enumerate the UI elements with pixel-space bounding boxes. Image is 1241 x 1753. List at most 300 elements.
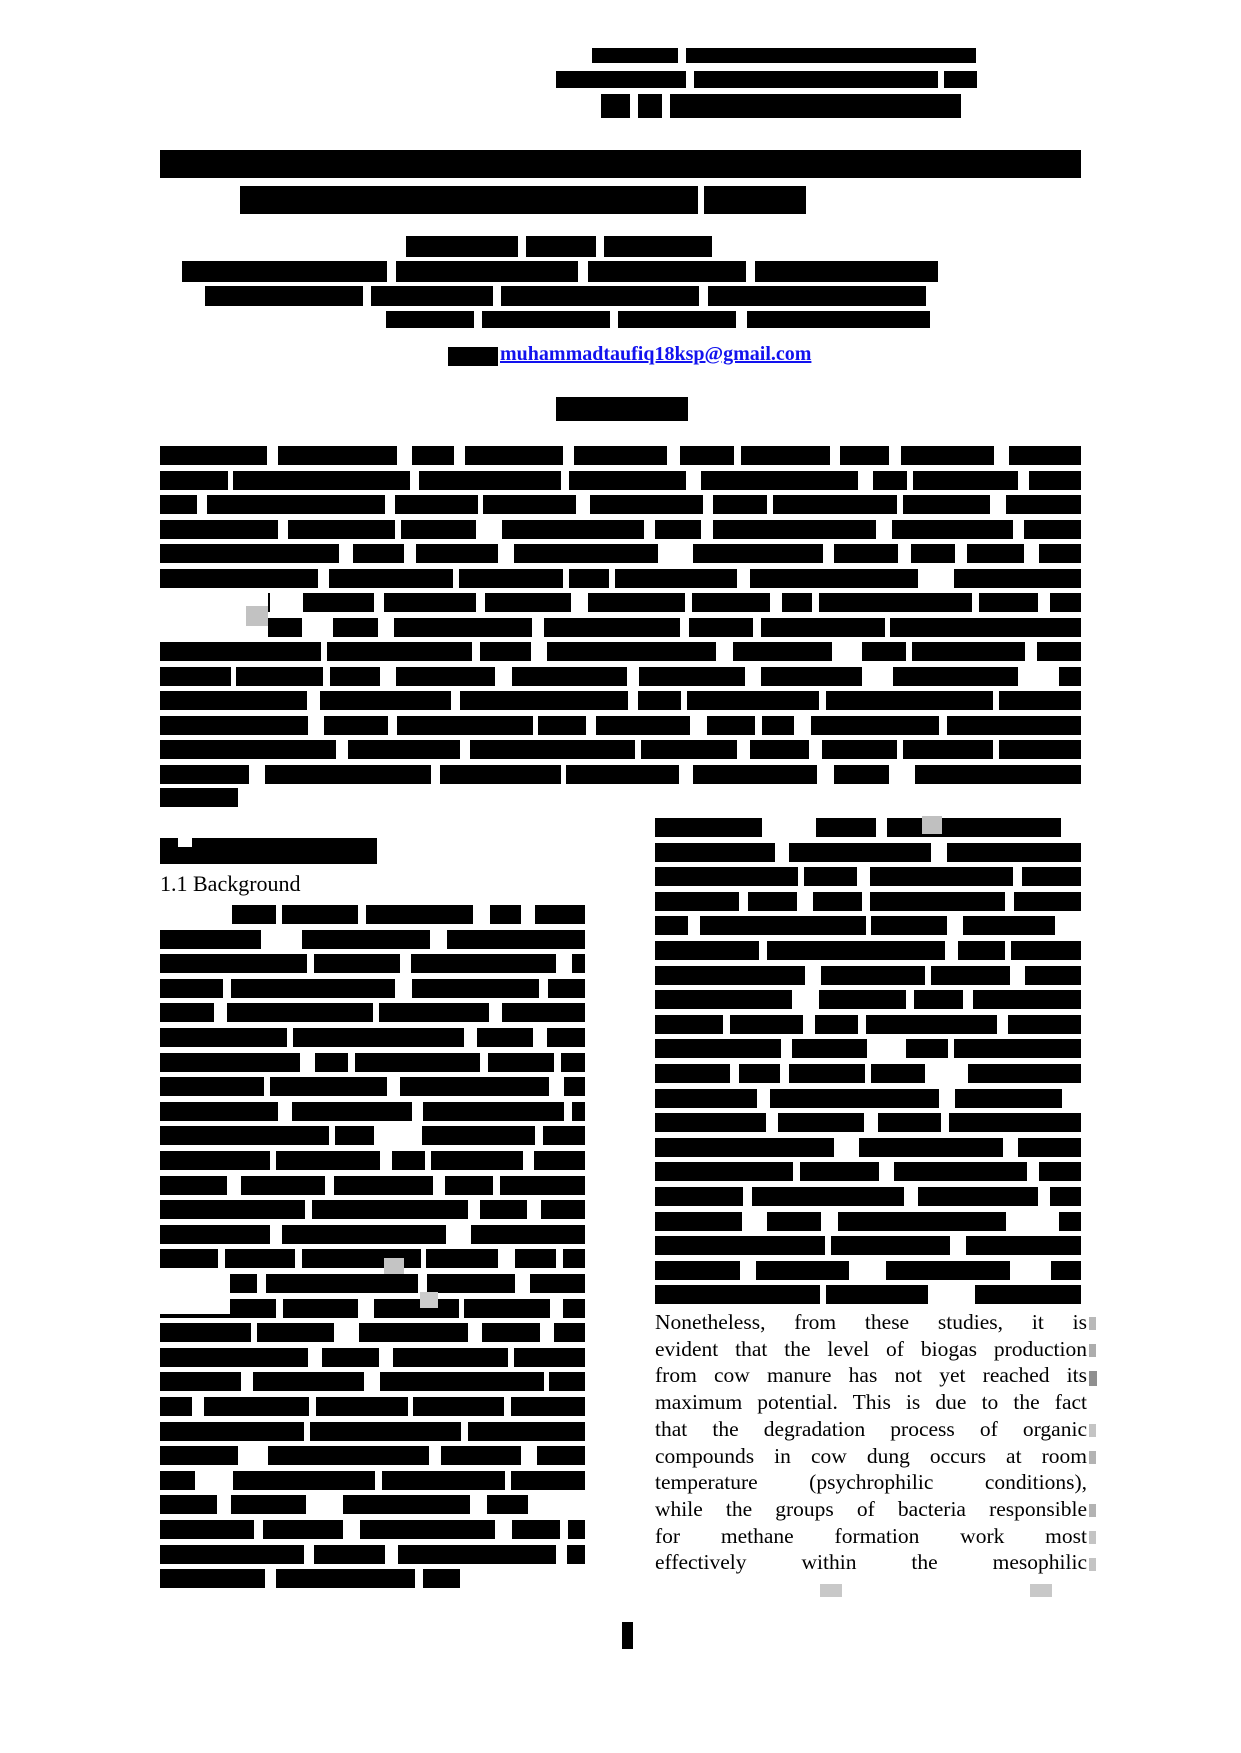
left-column-body-redaction: [487, 1495, 528, 1514]
abstract-body-redaction: [160, 544, 339, 563]
left-column-body-redaction: [360, 1520, 495, 1539]
author-line-redaction: [708, 286, 926, 306]
abstract-body-redaction: [288, 520, 395, 539]
left-column-body-redaction: [482, 1323, 540, 1342]
left-column-body-redaction: [293, 1028, 464, 1047]
left-column-body-redaction: [160, 1569, 265, 1588]
left-column-body-redaction: [400, 1077, 549, 1096]
abstract-body-redaction: [750, 740, 809, 759]
right-column-body-redaction: [918, 1187, 1038, 1206]
left-column-body-redaction: [374, 1299, 459, 1318]
abstract-body-redaction: [826, 691, 993, 710]
abstract-body-redaction: [819, 593, 972, 612]
left-column-body-redaction: [548, 979, 585, 998]
abstract-body-redaction: [692, 593, 770, 612]
paragraph-line: compounds in cow dung occurs at room: [655, 1443, 1087, 1468]
abstract-body-redaction: [544, 618, 680, 637]
abstract-body-redaction: [440, 765, 561, 784]
left-column-body-redaction: [413, 1397, 504, 1416]
abstract-body-redaction: [680, 446, 734, 465]
right-column-body-redaction: [655, 1113, 766, 1132]
left-column-body-redaction: [423, 1569, 460, 1588]
abstract-body-redaction: [1037, 642, 1081, 661]
abstract-body-redaction: [761, 618, 885, 637]
abstract-heading-redaction: [556, 397, 688, 421]
abstract-body-redaction: [862, 642, 906, 661]
abstract-body-redaction: [236, 667, 323, 686]
left-column-body-redaction: [411, 954, 556, 973]
right-column-body-redaction: [821, 966, 925, 985]
abstract-body-redaction: [465, 446, 563, 465]
left-column-body-redaction: [270, 1077, 387, 1096]
journal-header-redaction: [670, 94, 961, 118]
paragraph-line: evident that the level of biogas production: [655, 1336, 1087, 1361]
redaction-artifact-mark: [1089, 1451, 1096, 1464]
left-column-body-redaction: [511, 1471, 585, 1490]
right-column-body-redaction: [1014, 892, 1081, 911]
right-column-body-redaction: [1059, 1212, 1081, 1231]
paragraph-line: effectively within the mesophilic: [655, 1550, 1087, 1575]
left-column-body-redaction: [204, 1397, 309, 1416]
abstract-body-redaction: [160, 446, 267, 465]
right-column-body-redaction: [752, 1187, 904, 1206]
abstract-body-redaction: [330, 667, 380, 686]
left-column-body-redaction: [554, 1323, 585, 1342]
left-column-body-redaction: [563, 1299, 585, 1318]
left-column-body-redaction: [393, 1348, 508, 1367]
right-column-body-redaction: [792, 1039, 867, 1058]
right-column-body-redaction: [914, 990, 963, 1009]
right-column-body-redaction: [739, 1064, 780, 1083]
abstract-body-redaction: [1009, 446, 1081, 465]
left-column-body-redaction: [382, 1471, 505, 1490]
journal-header-redaction: [694, 71, 938, 88]
left-column-body-redaction: [241, 1176, 325, 1195]
paper-title-redaction: [160, 150, 1081, 178]
right-column-body-redaction: [870, 867, 1013, 886]
journal-header-redaction: [944, 71, 977, 88]
right-column-body-redaction: [789, 843, 931, 862]
abstract-body-redaction: [419, 471, 561, 490]
abstract-body-redaction: [999, 691, 1081, 710]
author-line-redaction: [182, 261, 387, 282]
right-column-body-redaction: [655, 990, 792, 1009]
left-column-body-redaction: [268, 1446, 429, 1465]
left-column-body-redaction: [160, 1200, 305, 1219]
left-column-body-redaction: [535, 905, 585, 924]
right-column-body-redaction: [1050, 1187, 1081, 1206]
abstract-body-redaction: [641, 740, 737, 759]
left-column-body-redaction: [160, 1422, 304, 1441]
abstract-body-redaction: [329, 569, 453, 588]
right-column-body-redaction: [819, 990, 906, 1009]
left-column-body-redaction: [160, 1053, 300, 1072]
left-column-body-redaction: [398, 1545, 556, 1564]
paragraph-line: from cow manure has not yet reached its: [655, 1363, 1087, 1388]
abstract-body-redaction: [1029, 471, 1081, 490]
paragraph-line: Nonetheless, from these studies, it is: [655, 1310, 1087, 1334]
abstract-body-redaction: [762, 716, 794, 735]
left-column-body-redaction: [568, 1520, 585, 1539]
page-number-redaction: [622, 1622, 633, 1649]
abstract-body-redaction: [412, 446, 454, 465]
left-column-body-redaction: [355, 1053, 480, 1072]
abstract-body-redaction: [903, 495, 990, 514]
abstract-body-redaction: [979, 593, 1038, 612]
right-column-body-redaction: [655, 1138, 834, 1157]
abstract-body-redaction: [834, 544, 898, 563]
author-line-redaction: [604, 236, 712, 257]
redaction-artifact-mark: [1089, 1504, 1096, 1517]
right-column-body-redaction: [894, 1162, 1027, 1181]
left-column-body-redaction: [257, 1323, 334, 1342]
right-column-body-redaction: [878, 1113, 941, 1132]
redaction-artifact-mark: [1089, 1371, 1097, 1386]
paragraph-line: that the degradation process of organic: [655, 1416, 1087, 1441]
right-column-body-redaction: [975, 1285, 1081, 1304]
right-column-body-redaction: [831, 1236, 950, 1255]
right-column-body-redaction: [859, 1138, 1003, 1157]
abstract-body-redaction: [416, 544, 498, 563]
left-column-body-redaction: [500, 1176, 585, 1195]
right-column-body-redaction: [655, 892, 739, 911]
redaction-artifact-mark: [1089, 1424, 1096, 1437]
left-column-body-redaction: [160, 1471, 195, 1490]
left-column-body-redaction: [160, 1495, 217, 1514]
left-column-body-redaction: [266, 1274, 418, 1293]
author-line-redaction: [501, 286, 699, 306]
abstract-body-redaction: [485, 593, 571, 612]
abstract-body-redaction: [840, 446, 889, 465]
left-column-body-redaction: [423, 1102, 564, 1121]
left-column-body-redaction: [302, 930, 430, 949]
left-column-body-redaction: [471, 1225, 585, 1244]
left-column-body-redaction: [160, 1348, 308, 1367]
left-column-body-redaction: [292, 1102, 412, 1121]
left-column-body-redaction: [160, 1323, 251, 1342]
abstract-body-redaction: [569, 569, 609, 588]
left-column-body-redaction: [160, 1028, 287, 1047]
abstract-body-redaction: [160, 471, 228, 490]
section-1-heading-redaction: [160, 838, 377, 864]
abstract-body-redaction: [707, 716, 755, 735]
abstract-body-redaction: [480, 642, 531, 661]
abstract-body-redaction: [160, 691, 307, 710]
right-column-body-redaction: [767, 1212, 821, 1231]
left-column-body-redaction: [316, 1397, 408, 1416]
right-column-body-redaction: [1051, 1261, 1081, 1280]
left-column-body-redaction: [512, 1520, 560, 1539]
right-column-body-redaction: [655, 966, 805, 985]
left-column-body-redaction: [547, 1028, 585, 1047]
paragraph-line: while the groups of bacteria responsible: [655, 1496, 1087, 1521]
left-column-body-redaction: [276, 1151, 380, 1170]
abstract-body-redaction: [160, 569, 318, 588]
left-column-body-redaction: [572, 1102, 585, 1121]
right-column-body-redaction: [730, 1015, 803, 1034]
redaction-artifact-mark: [420, 1292, 438, 1308]
abstract-body-redaction: [160, 520, 278, 539]
left-column-body-redaction: [227, 1003, 373, 1022]
left-column-body-redaction: [312, 1200, 468, 1219]
left-column-body-redaction: [477, 1028, 533, 1047]
left-column-body-redaction: [160, 1372, 241, 1391]
right-column-body-redaction: [954, 1039, 1081, 1058]
right-column-body-redaction: [655, 1285, 820, 1304]
visible-paragraph: [655, 1309, 1087, 1576]
abstract-body-redaction: [967, 544, 1024, 563]
author-line-redaction: [386, 311, 474, 328]
abstract-body-redaction: [913, 471, 1018, 490]
author-line-redaction: [618, 311, 736, 328]
redaction-artifact-mark: [1089, 1317, 1096, 1330]
left-column-body-redaction: [343, 1495, 470, 1514]
left-column-body-redaction: [530, 1274, 585, 1293]
right-column-body-redaction: [947, 843, 1081, 862]
left-column-body-redaction: [380, 1372, 544, 1391]
abstract-body-redaction: [396, 667, 495, 686]
abstract-body-redaction: [160, 716, 308, 735]
left-column-body-redaction: [253, 1372, 364, 1391]
abstract-body-redaction: [915, 765, 1081, 784]
abstract-body-redaction: [911, 544, 955, 563]
abstract-body-redaction: [395, 495, 478, 514]
paragraph-line: maximum potential. This is due to the fact: [655, 1390, 1087, 1415]
redaction-artifact-mark: [1089, 1558, 1096, 1571]
left-column-body-redaction: [233, 1471, 375, 1490]
journal-header-redaction: [638, 94, 662, 118]
redaction-artifact-mark: [1089, 1344, 1096, 1357]
redaction-artifact-mark: [1089, 1531, 1096, 1544]
right-column-body-redaction: [770, 1089, 939, 1108]
right-column-body-redaction: [655, 1064, 730, 1083]
left-column-body-redaction: [567, 1545, 585, 1564]
left-column-body-redaction: [160, 1176, 227, 1195]
left-column-body-redaction: [225, 1249, 295, 1268]
abstract-body-redaction: [890, 618, 1081, 637]
left-column-body-redaction: [563, 1249, 585, 1268]
left-column-body-redaction: [541, 1200, 585, 1219]
abstract-body-redaction: [459, 569, 563, 588]
left-column-body-redaction: [445, 1176, 493, 1195]
left-column-body-redaction: [160, 954, 307, 973]
abstract-body-redaction: [401, 520, 476, 539]
left-column-body-redaction: [160, 1126, 329, 1145]
redaction-artifact-mark: [384, 1258, 404, 1274]
left-column-body-redaction: [427, 1274, 515, 1293]
left-column-body-redaction: [392, 1151, 425, 1170]
left-column-body-redaction: [515, 1249, 556, 1268]
abstract-body-redaction: [834, 765, 889, 784]
right-column-body-redaction: [958, 941, 1005, 960]
right-column-body-redaction: [800, 1162, 879, 1181]
left-column-body-redaction: [334, 1176, 433, 1195]
left-column-body-redaction: [160, 1397, 192, 1416]
abstract-body-redaction: [773, 495, 897, 514]
abstract-body-redaction: [333, 618, 378, 637]
left-column-body-redaction: [282, 1225, 446, 1244]
right-column-body-redaction: [1022, 867, 1081, 886]
journal-header-redaction: [592, 48, 678, 63]
author-line-redaction: [755, 261, 938, 282]
abstract-body-redaction: [460, 691, 628, 710]
abstract-body-redaction: [733, 642, 832, 661]
abstract-body-redaction: [160, 642, 321, 661]
abstract-body-redaction: [689, 618, 753, 637]
left-column-body-redaction: [480, 1200, 527, 1219]
left-column-body-redaction: [231, 1495, 306, 1514]
abstract-body-redaction: [903, 740, 993, 759]
right-column-body-redaction: [655, 1162, 793, 1181]
left-column-body-redaction: [488, 1053, 554, 1072]
section-1-1-subheading: 1.1 Background: [160, 871, 301, 896]
author-line-redaction: [482, 311, 610, 328]
left-column-body-redaction: [160, 979, 223, 998]
redaction-artifact-mark: [246, 606, 268, 626]
abstract-body-redaction: [912, 642, 1025, 661]
right-column-body-redaction: [655, 1187, 743, 1206]
abstract-body-redaction: [512, 667, 627, 686]
right-column-body-redaction: [968, 1064, 1081, 1083]
left-column-body-redaction: [160, 1446, 238, 1465]
abstract-body-redaction: [502, 520, 644, 539]
left-column-body-redaction: [514, 1348, 585, 1367]
author-line-redaction: [371, 286, 493, 306]
right-column-body-redaction: [655, 1212, 742, 1231]
abstract-body-redaction: [160, 740, 336, 759]
author-line-redaction: [747, 311, 930, 328]
abstract-body-redaction: [693, 765, 817, 784]
left-column-body-redaction: [282, 905, 358, 924]
author-line-redaction: [526, 236, 596, 257]
right-column-body-redaction: [655, 1089, 757, 1108]
right-column-body-redaction: [931, 966, 1010, 985]
left-column-body-redaction: [315, 1053, 348, 1072]
abstract-body-redaction: [822, 740, 897, 759]
abstract-body-redaction: [569, 471, 686, 490]
abstract-body-redaction: [873, 471, 907, 490]
right-column-body-redaction: [655, 818, 762, 837]
abstract-body-redaction: [394, 618, 532, 637]
abstract-body-redaction: [353, 544, 404, 563]
abstract-body-redaction: [713, 495, 767, 514]
right-column-body-redaction: [815, 1015, 858, 1034]
right-column-body-redaction: [778, 1113, 864, 1132]
left-column-body-redaction: [534, 1151, 585, 1170]
abstract-body-redaction: [588, 593, 685, 612]
left-column-body-redaction: [468, 1422, 585, 1441]
redaction-artifact-mark: [820, 1584, 842, 1597]
abstract-body-redaction: [655, 520, 701, 539]
left-column-body-redaction: [431, 1151, 523, 1170]
right-column-body-redaction: [886, 1261, 1010, 1280]
right-column-body-redaction: [1008, 1015, 1081, 1034]
left-column-body-redaction: [490, 905, 521, 924]
left-column-body-redaction: [160, 1151, 270, 1170]
abstract-body-redaction: [384, 593, 476, 612]
right-column-body-redaction: [1025, 966, 1081, 985]
abstract-body-redaction: [566, 765, 679, 784]
right-column-body-redaction: [949, 1113, 1081, 1132]
left-column-body-redaction: [160, 1249, 218, 1268]
right-column-body-redaction: [826, 1285, 928, 1304]
right-column-body-redaction: [963, 916, 1055, 935]
paper-title-redaction: [240, 186, 698, 214]
redaction-artifact-mark: [1030, 1584, 1052, 1597]
right-column-body-redaction: [655, 1015, 723, 1034]
paragraph-line: temperature (psychrophilic conditions),: [655, 1470, 1087, 1495]
paper-title-redaction: [704, 186, 806, 214]
journal-header-redaction: [601, 94, 630, 118]
abstract-body-redaction: [999, 740, 1081, 759]
abstract-body-redaction: [639, 667, 745, 686]
abstract-body-redaction: [741, 446, 830, 465]
abstract-body-redaction: [303, 593, 374, 612]
right-column-body-redaction: [655, 916, 688, 935]
left-column-body-redaction: [564, 1077, 585, 1096]
unredacted-gap: [178, 838, 192, 847]
abstract-body-redaction: [701, 471, 858, 490]
left-column-body-redaction: [543, 1126, 585, 1145]
left-column-body-redaction: [263, 1520, 343, 1539]
abstract-body-redaction: [811, 716, 939, 735]
left-column-body-redaction: [426, 1249, 498, 1268]
right-column-body-redaction: [871, 916, 947, 935]
left-column-body-redaction: [561, 1053, 585, 1072]
redaction-artifact-mark: [922, 816, 942, 834]
left-column-body-redaction: [160, 1520, 254, 1539]
abstract-body-redaction: [574, 446, 667, 465]
left-column-body-redaction: [276, 1569, 415, 1588]
left-column-body-redaction: [422, 1126, 535, 1145]
abstract-body-redaction: [547, 642, 716, 661]
left-column-body-redaction: [379, 1003, 489, 1022]
left-column-body-redaction: [160, 1102, 278, 1121]
author-line-redaction: [396, 261, 578, 282]
author-line-redaction: [406, 236, 518, 257]
left-column-body-redaction: [412, 979, 539, 998]
email-link[interactable]: muhammadtaufiq18ksp@gmail.com: [500, 343, 812, 365]
right-column-body-redaction: [655, 1236, 825, 1255]
left-column-body-redaction: [231, 979, 395, 998]
left-column-body-redaction: [160, 1225, 270, 1244]
right-column-body-redaction: [655, 941, 759, 960]
abstract-body-redaction: [892, 520, 1013, 539]
abstract-body-redaction: [320, 691, 451, 710]
abstract-body-redaction: [278, 446, 397, 465]
abstract-body-redaction: [761, 667, 862, 686]
right-column-body-redaction: [871, 1064, 925, 1083]
left-column-body-redaction: [447, 930, 585, 949]
abstract-body-redaction: [947, 716, 1081, 735]
left-column-body-redaction: [322, 1348, 379, 1367]
abstract-body-redaction: [1006, 495, 1081, 514]
right-column-body-redaction: [838, 1212, 1006, 1231]
abstract-body-redaction: [893, 667, 1018, 686]
abstract-body-redaction: [265, 765, 431, 784]
right-column-body-redaction: [655, 867, 798, 886]
abstract-body-redaction: [233, 471, 410, 490]
right-column-body-redaction: [973, 990, 1081, 1009]
right-column-body-redaction: [955, 1089, 1062, 1108]
right-column-body-redaction: [1011, 941, 1081, 960]
left-column-body-redaction: [310, 1422, 461, 1441]
abstract-body-redaction: [693, 544, 823, 563]
abstract-body-redaction: [1050, 593, 1081, 612]
abstract-body-redaction: [514, 544, 658, 563]
right-column-body-redaction: [655, 1039, 781, 1058]
abstract-body-redaction: [615, 569, 737, 588]
